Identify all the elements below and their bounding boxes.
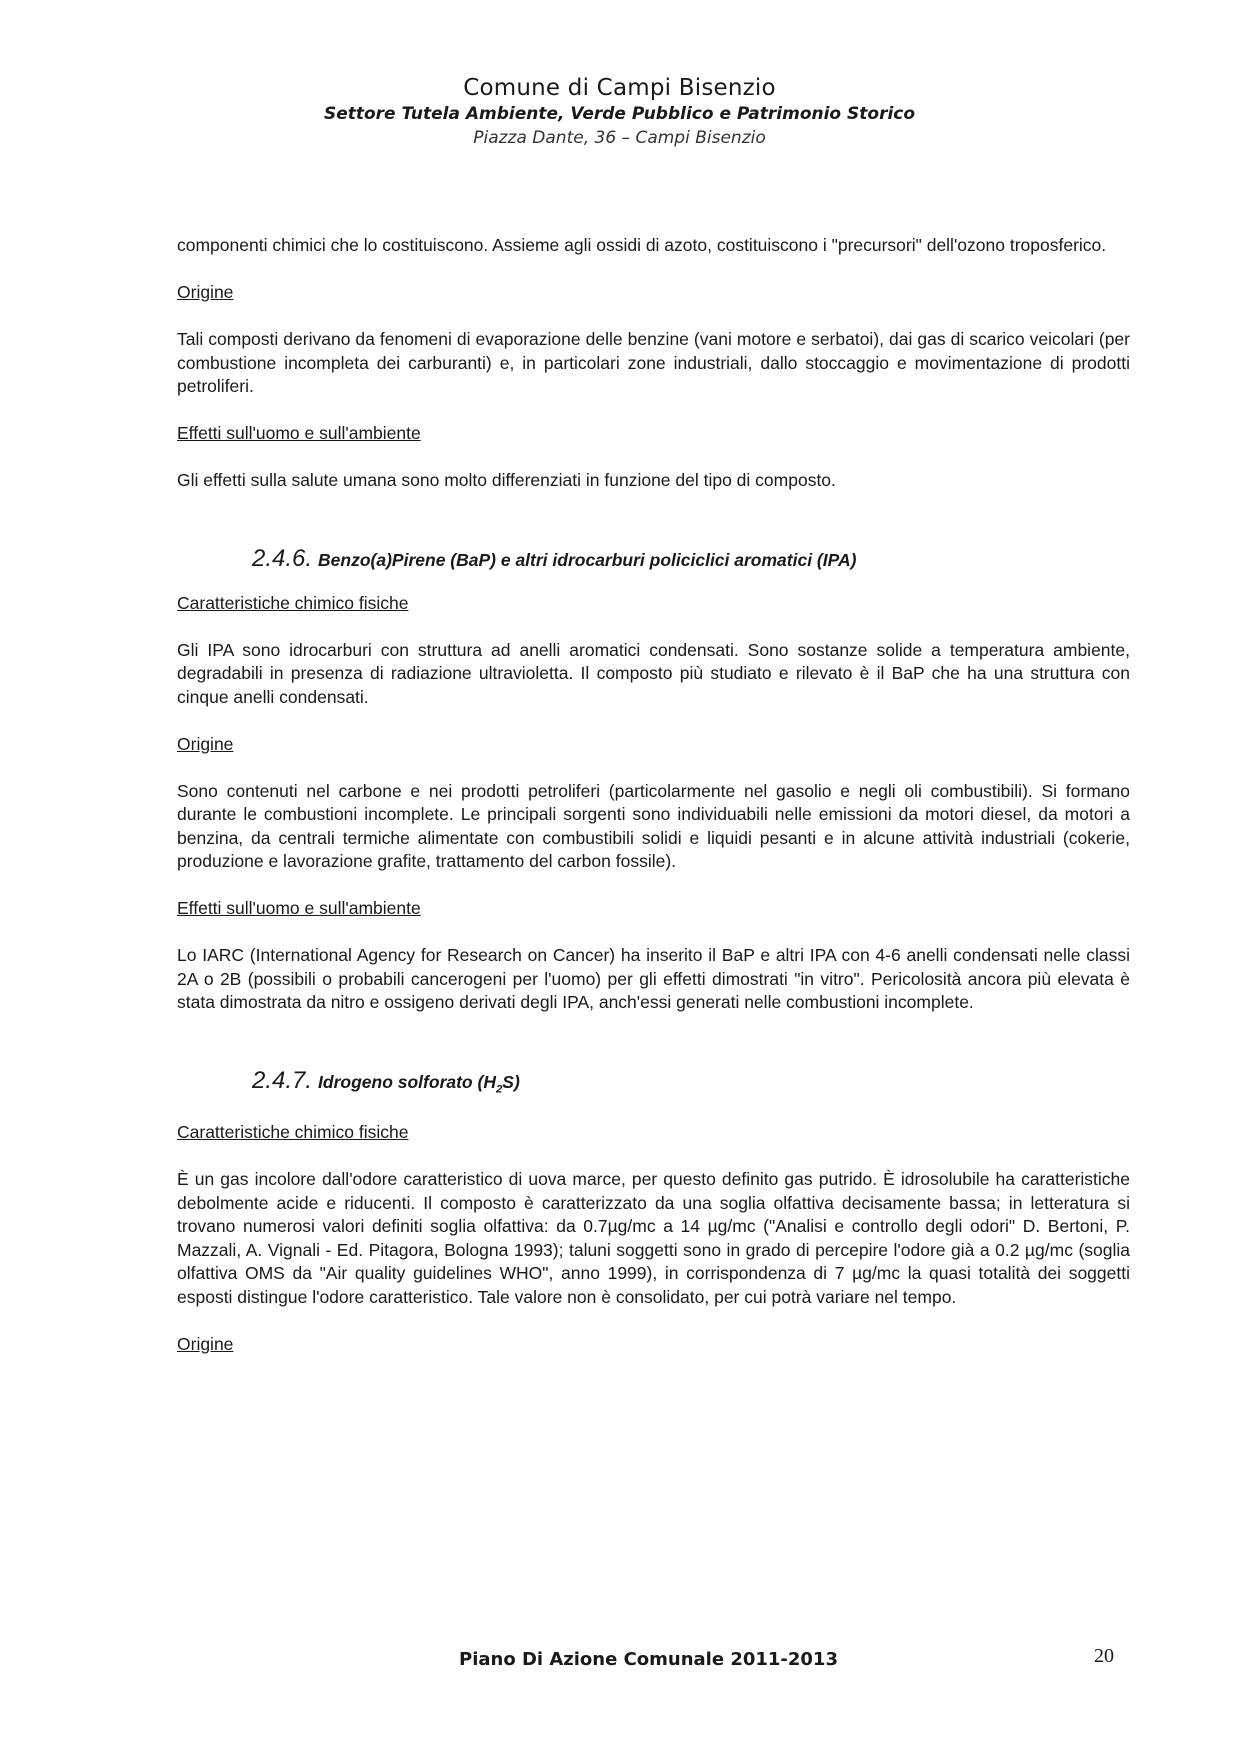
- page-number: 20: [1094, 1645, 1114, 1667]
- paragraph-caratteristiche: È un gas incolore dall'odore caratteristico di uova marce, per questo definito gas putrido. È idrosolubile ha caratteristiche debolmente acide e riducenti. Il composto è caratterizzato da una soglia olfattiva decisamente bassa; in letteratura si trovano numerosi valori definiti soglia olfattiva: da 0.7µg/mc a 14 µg/mc ("Analisi e controllo degli odori" D. Bertoni, P. Mazzali, A. Vignali - Ed. Pitagora, Bologna 1993); taluni soggetti sono in grado di percepire l'odore già a 0.2 µg/mc (soglia olfattiva OMS da "Air quality guidelines WHO", anno 1999), in corrispondenza di 7 µg/mc la quasi totalità dei soggetti esposti distingue l'odore caratteristico. Tale valore non è consolidato, per cui potrà variare nel tempo.: [177, 1169, 1130, 1307]
- paragraph-origine: Sono contenuti nel carbone e nei prodotti petroliferi (particolarmente nel gasolio e negli oli combustibili). Si formano durante le combustioni incomplete. Le principali sorgenti sono individuabili nelle emissioni da motori diesel, da motori a benzina, da centrali termiche alimentate con combustibili solidi e liquidi pesanti e in alcune attività industriali (cokerie, produzione e lavorazione grafite, trattamento del carbon fossile).: [177, 780, 1130, 871]
- title-text: Idrogeno solforato (H: [318, 1071, 496, 1092]
- section-number: 2.4.7.: [252, 1066, 313, 1094]
- title-text: S): [502, 1071, 520, 1092]
- paragraph-effetti: Gli effetti sulla salute umana sono molto differenziati in funzione del tipo di composto.: [177, 470, 836, 490]
- subheading-effetti: Effetti sull'uomo e sull'ambiente: [177, 423, 421, 443]
- paragraph-origine: Tali composti derivano da fenomeni di evaporazione delle benzine (vani motore e serbatoi), dai gas di scarico veicolari (per combustione incompleta dei carburanti) e, in particolari zone industriali, dallo stoccaggio e movimentazione di prodotti petroliferi.: [177, 329, 1130, 396]
- department-name: Settore Tutela Ambiente, Verde Pubblico e Patrimonio Storico: [323, 104, 916, 124]
- subheading-caratteristiche: Caratteristiche chimico fisiche: [177, 592, 409, 613]
- footer-plan-title: Piano Di Azione Comunale 2011-2013: [459, 1649, 838, 1670]
- section-title: [318, 1071, 520, 1095]
- paragraph-effetti: Lo IARC (International Agency for Research on Cancer) ha inserito il BaP e altri IPA con 4-6 anelli condensati nelle classi 2A o 2B (possibili o probabili cancerogeni per l'uomo) per gli effetti dimostrati "in vitro". Pericolosità ancora più elevata è stata dimostrata da nitro e ossigeno derivati degli IPA, anch'essi generati nelle combustioni incomplete.: [177, 945, 1130, 1012]
- subheading-caratteristiche: Caratteristiche chimico fisiche: [177, 1122, 409, 1142]
- organization-name: Comune di Campi Bisenzio: [463, 75, 776, 101]
- address: Piazza Dante, 36 – Campi Bisenzio: [473, 128, 766, 148]
- section-heading-2-4-6: [252, 545, 1130, 574]
- subheading-origine: Origine: [177, 282, 234, 302]
- document-body: [177, 234, 1130, 1356]
- subheading-origine: Origine: [177, 1333, 234, 1354]
- section-number: 2.4.6.: [252, 544, 313, 572]
- subscript: 2: [495, 1083, 503, 1095]
- subheading-origine: Origine: [177, 733, 234, 754]
- page-header: [0, 74, 1239, 150]
- paragraph-caratteristiche: Gli IPA sono idrocarburi con struttura ad anelli aromatici condensati. Sono sostanze solide a temperatura ambiente, degradabili in presenza di radiazione ultravioletta. Il composto più studiato e rilevato è il BaP che ha una struttura con cinque anelli condensati.: [177, 639, 1130, 707]
- subheading-effetti: Effetti sull'uomo e sull'ambiente: [177, 898, 421, 918]
- paragraph-continuation: componenti chimici che lo costituiscono. Assieme agli ossidi di azoto, costituiscono i "precursori" dell'ozono troposferico.: [177, 235, 1107, 255]
- section-title: Benzo(a)Pirene (BaP) e altri idrocarburi policiclici aromatici (IPA): [318, 549, 857, 570]
- section-heading-2-4-7: [252, 1067, 1130, 1104]
